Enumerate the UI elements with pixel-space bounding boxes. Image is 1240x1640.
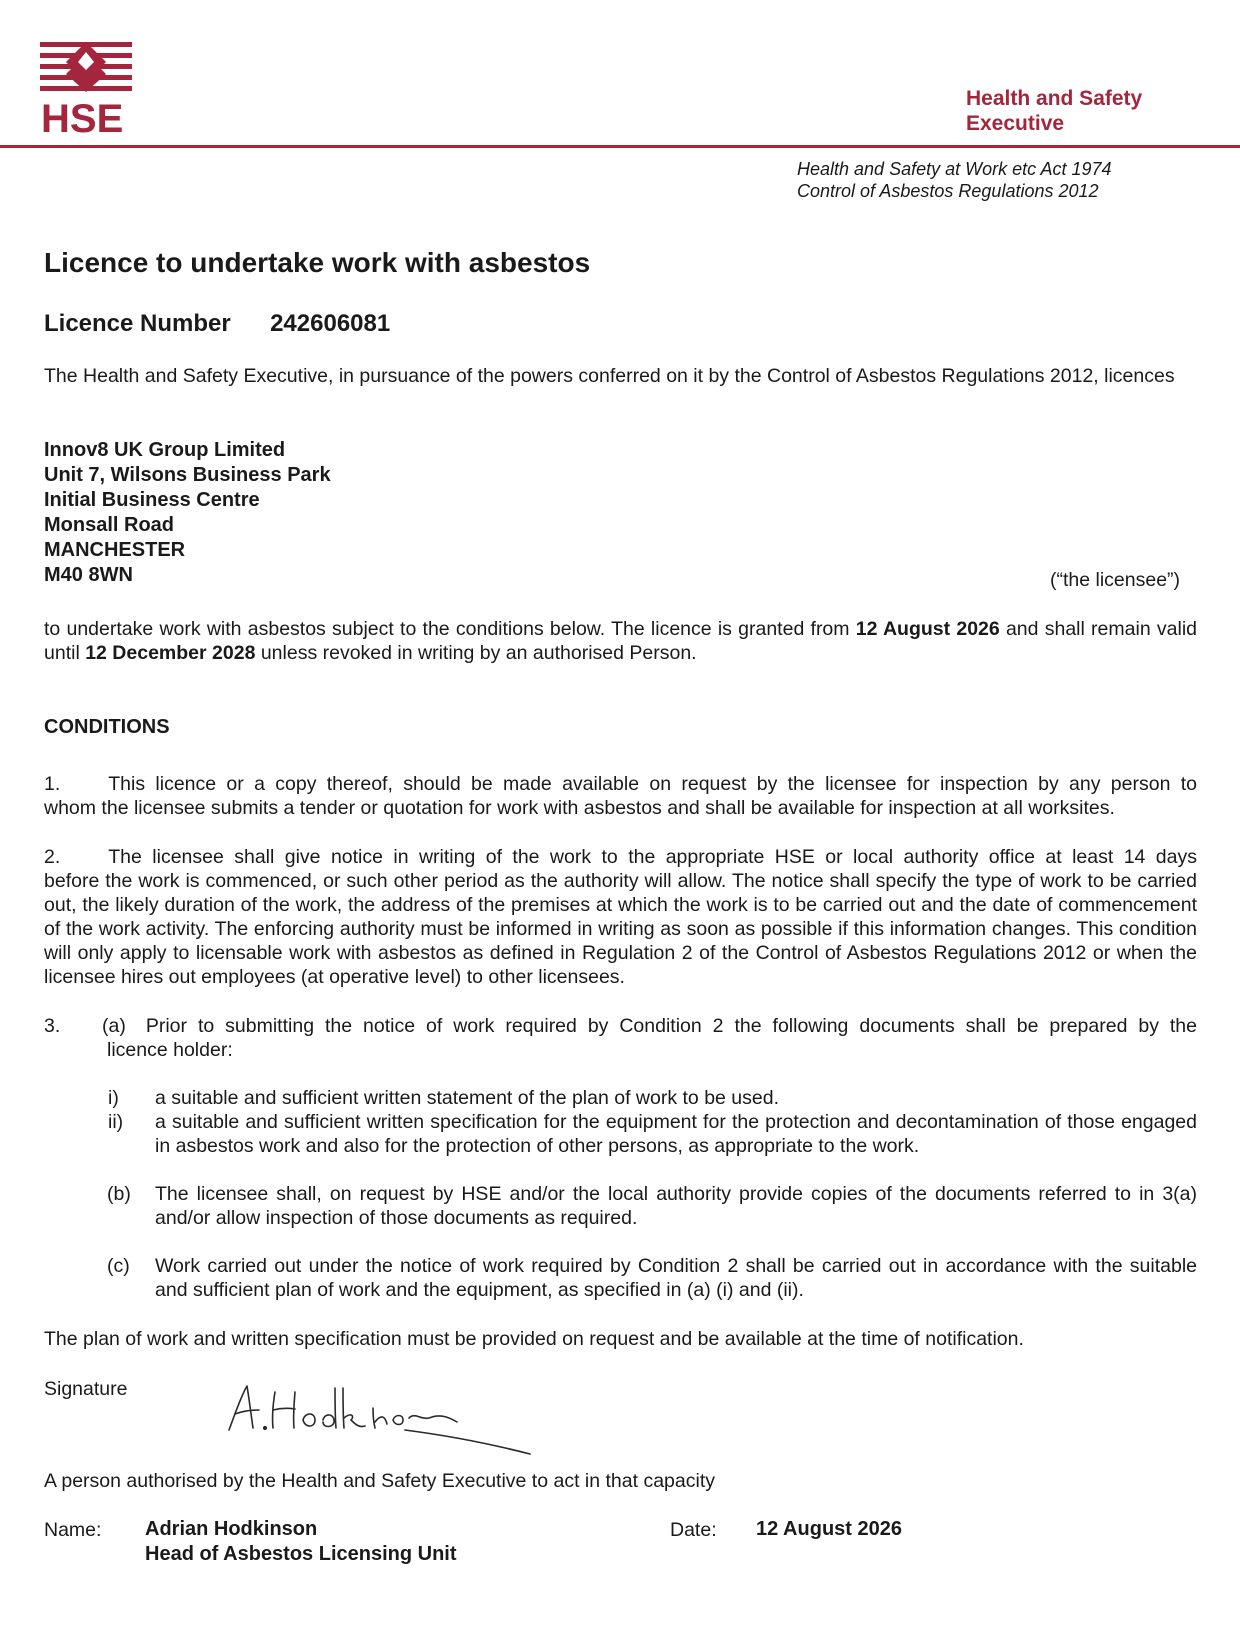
address-line: Unit 7, Wilsons Business Park [44, 464, 331, 486]
licensee-address [44, 438, 331, 588]
grant-text: unless revoked in writing by an authorised Person. [255, 642, 697, 664]
signature-scribble-icon [225, 1378, 565, 1458]
sub-label: i) [108, 1087, 119, 1109]
grant-until-date: 12 December 2028 [85, 642, 256, 664]
intro-paragraph: The Health and Safety Executive, in pursuance of the powers conferred on it by the Control of Asbestos Regulations 2012, licences [44, 365, 1175, 387]
grant-paragraph [44, 617, 1197, 665]
licence-number: 242606081 [270, 310, 391, 337]
signature-label: Signature [44, 1378, 128, 1400]
statute-act: Health and Safety at Work etc Act 1974 [797, 159, 1112, 179]
signature-date: 12 August 2026 [756, 1518, 902, 1540]
sub-label: (b) [107, 1183, 131, 1205]
condition-text: This licence or a copy thereof, should be made available on request by the licensee for inspection by any person to [108, 773, 1197, 795]
date-label: Date: [670, 1519, 717, 1541]
condition-text: a suitable and sufficient written statement of the plan of work to be used. [155, 1087, 780, 1109]
condition-text: whom the licensee submits a tender or quotation for work with asbestos and shall be available for inspection at all worksites. [44, 797, 1115, 819]
condition-1 [44, 772, 1197, 820]
hse-logo-icon [40, 40, 135, 135]
licensee-name: Innov8 UK Group Limited [44, 439, 286, 461]
grant-from-date: 12 August 2026 [855, 618, 1000, 640]
signatory-name: Adrian Hodkinson [145, 1518, 318, 1540]
sub-label: (c) [107, 1255, 130, 1277]
document-title: Licence to undertake work with asbestos [44, 247, 591, 278]
licence-number-label: Licence Number [44, 310, 231, 337]
address-line: Monsall Road [44, 514, 175, 536]
sub-label: (a) [102, 1015, 126, 1037]
address-city: MANCHESTER [44, 539, 186, 561]
hse-logo [40, 40, 135, 135]
condition-3 [44, 1014, 1197, 1304]
address-postcode: M40 8WN [44, 564, 133, 586]
condition-text: a suitable and sufficient written specification for the equipment for the protection and decontamination of those engaged in asbestos work and also for the protection of other persons, as appropriate to the work. [155, 1111, 1197, 1157]
org-name-line1: Health and Safety [966, 87, 1143, 110]
conditions-heading: CONDITIONS [44, 716, 170, 738]
svg-text:HSE: HSE [41, 97, 124, 135]
handwritten-signature [225, 1378, 565, 1458]
sub-label: ii) [108, 1111, 124, 1133]
name-label: Name: [44, 1519, 102, 1541]
signatory [145, 1517, 457, 1567]
condition-number: 3. [44, 1015, 61, 1037]
header-rule [0, 145, 1240, 148]
condition-number: 2. [44, 846, 61, 868]
signatory-role: Head of Asbestos Licensing Unit [145, 1543, 457, 1565]
condition-text: Work carried out under the notice of work required by Condition 2 shall be carried out in accordance with the suitable and sufficient plan of work and the equipment, as specified in (a) (i) and (ii). [155, 1255, 1197, 1301]
condition-number: 1. [44, 773, 61, 795]
org-name [966, 86, 1142, 136]
plan-note: The plan of work and written specification must be provided on request and be available at the time of notification. [44, 1328, 1024, 1350]
statutes [797, 158, 1112, 202]
authorised-statement: A person authorised by the Health and Safety Executive to act in that capacity [44, 1470, 715, 1492]
condition-2 [44, 845, 1197, 989]
licence-number-row [44, 310, 390, 338]
grant-text: to undertake work with asbestos subject to the conditions below. The licence is granted from [44, 618, 856, 640]
condition-text: The licensee shall, on request by HSE and/or the local authority provide copies of the documents referred to in 3(a) and/or allow inspection of those documents as required. [155, 1183, 1197, 1229]
org-name-line2: Executive [966, 112, 1065, 135]
grant-text: and shall remain valid until [44, 618, 1198, 664]
condition-text: before the work is commenced, or such other period as the authority will allow. The notice shall specify the type of work to be carried out, the likely duration of the work, the address of the premises at which the work is to be carried out and the date of commencement of the work activity. The enforcing authority must be informed in writing as soon as possible if this information changes. This condition will only apply to licensable work with asbestos as defined in Regulation 2 of the Control of Asbestos Regulations 2012 or when the licensee hires out employees (at operative level) to other licensees. [44, 870, 1197, 988]
licensee-tag: (“the licensee”) [1050, 569, 1181, 591]
address-line: Initial Business Centre [44, 489, 260, 511]
statute-regulations: Control of Asbestos Regulations 2012 [797, 181, 1099, 201]
condition-text: Prior to submitting the notice of work required by Condition 2 the following documents shall be prepared by the [145, 1015, 1197, 1037]
condition-text: licence holder: [107, 1039, 233, 1061]
condition-text: The licensee shall give notice in writing of the work to the appropriate HSE or local authority office at least 14 days [108, 846, 1197, 868]
